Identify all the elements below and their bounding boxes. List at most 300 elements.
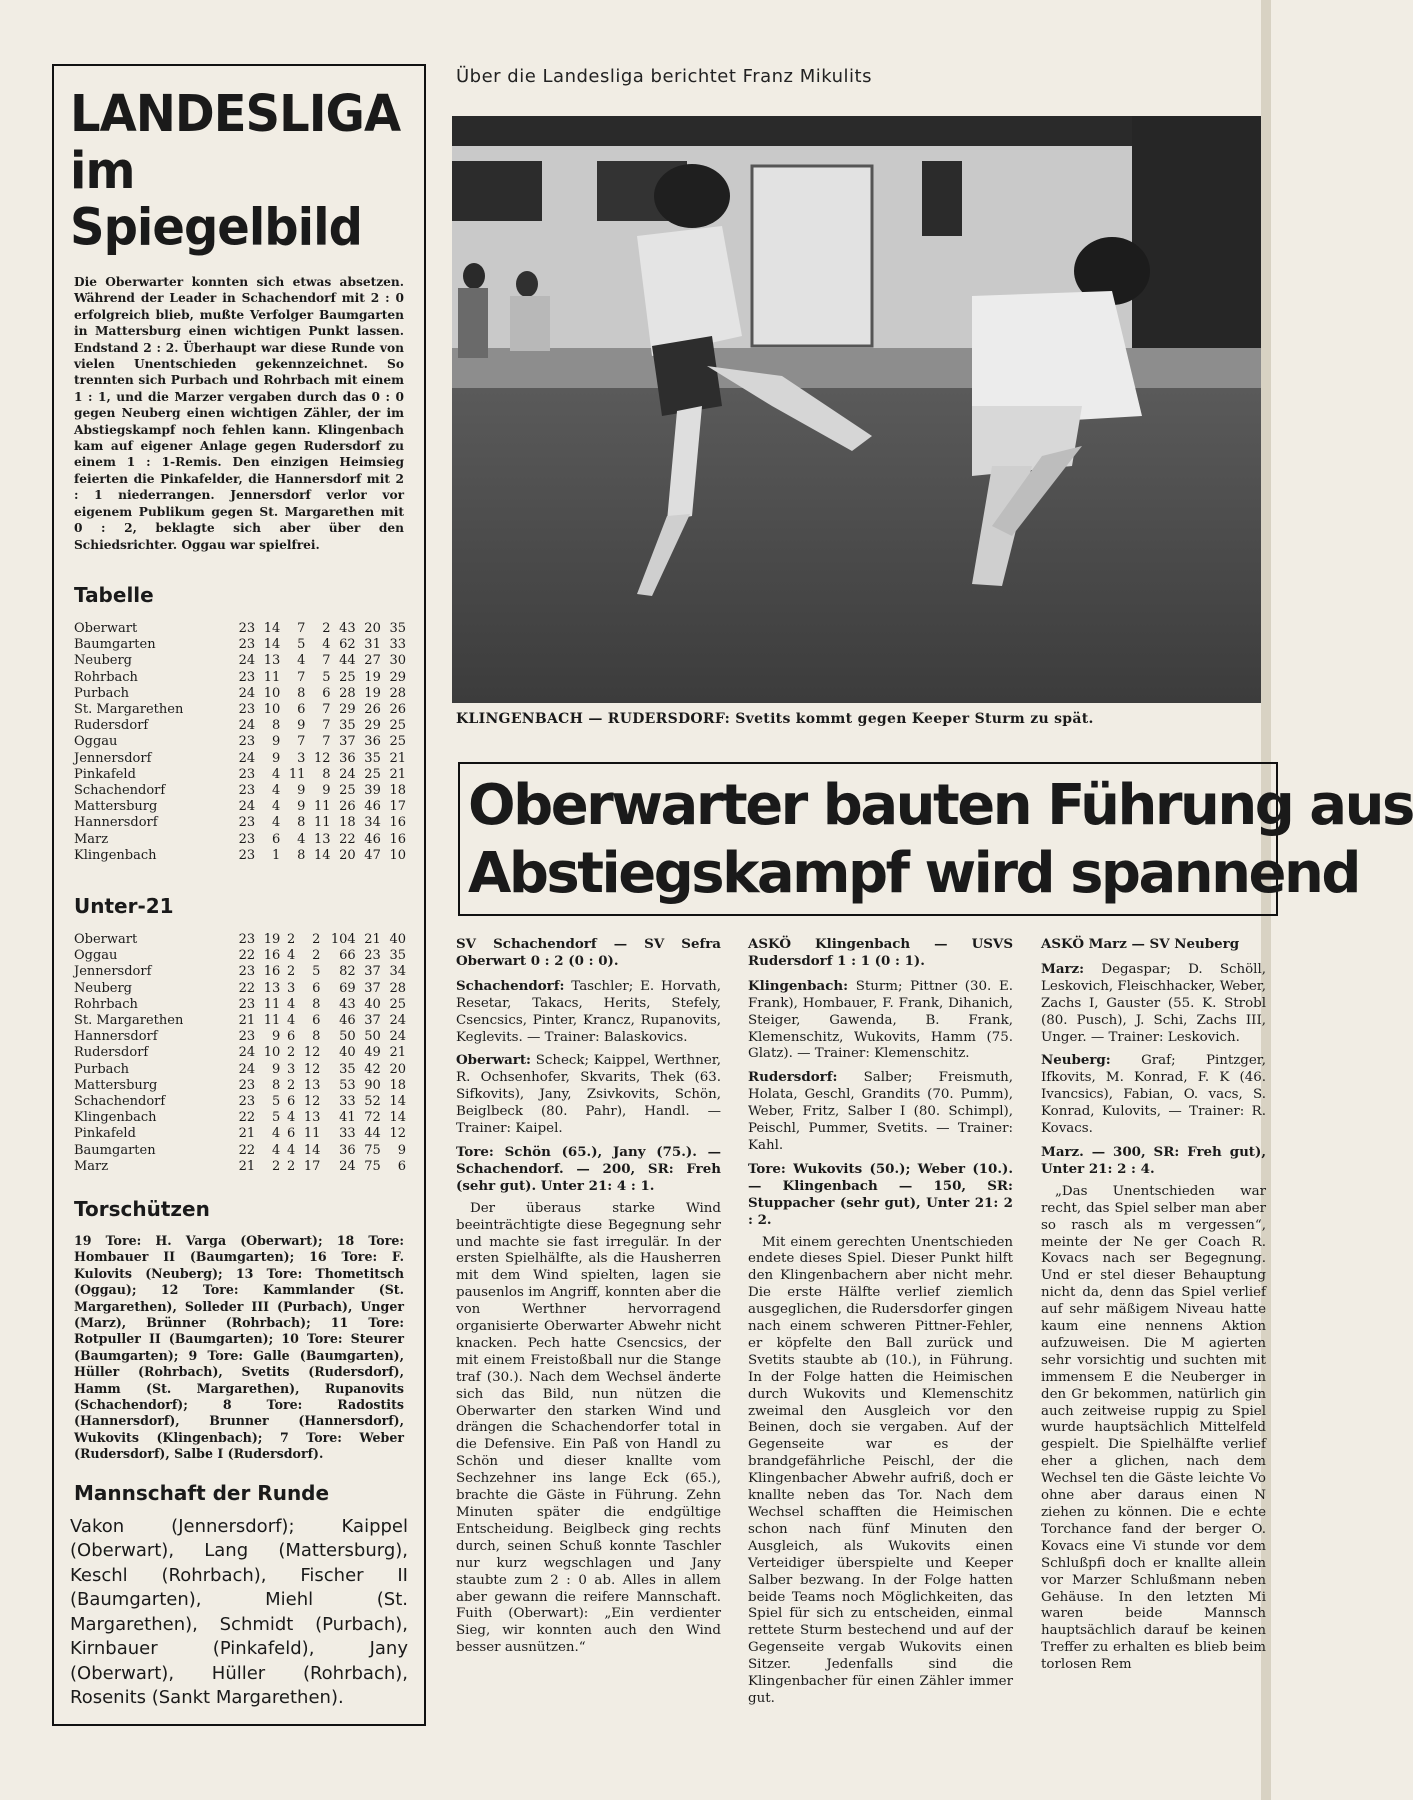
table-cell: 11 [314,815,331,831]
table-cell: 19 [364,669,381,685]
table-cell: 34 [389,964,406,980]
team-name: Schachendorf [74,782,166,798]
match-photo [452,116,1261,703]
table-cell: 19 [364,685,381,701]
table-cell: 20 [389,1061,406,1077]
table-cell: 6 [397,1158,406,1174]
table-cell: 25 [389,996,406,1012]
table-row [68,981,410,997]
table-cell: 35 [364,750,381,766]
table-cell: 24 [389,1012,406,1028]
table-cell: 39 [364,782,381,798]
match-stats: Tore: Schön (65.), Jany (75.). — Schachendorf. — 200, SR: Freh (sehr gut). Unter 21: 4 : 1. [456,1143,721,1194]
table-cell: 14 [314,847,331,863]
table-cell: 24 [339,766,356,782]
table-cell: 13 [303,1077,321,1093]
table-cell: 23 [238,734,256,750]
lineup-label: Oberwart: [456,1052,531,1069]
table-cell: 8 [312,996,321,1012]
table-cell: 24 [238,750,256,766]
table-cell: 11 [263,1012,281,1028]
table-row [68,1045,410,1061]
team-name: Jennersdorf [74,964,152,980]
report-column-3 [1041,936,1266,1736]
report-column-2 [748,936,1013,1736]
table-cell: 12 [303,1061,321,1077]
table-cell: 27 [364,653,381,669]
table-cell: 36 [339,750,356,766]
table-cell: 2 [271,1158,281,1174]
table-cell: 40 [339,1045,356,1061]
table-cell: 25 [389,734,406,750]
table-cell: 4 [272,799,281,815]
table-cell: 21 [389,766,406,782]
team-name: St. Margarethen [74,701,184,717]
table-cell: 75 [364,1158,381,1174]
headline [468,772,1413,908]
table-cell: 25 [339,782,356,798]
team-name: Pinkafeld [74,766,136,782]
table-cell: 90 [364,1077,381,1093]
table-cell: 10 [263,685,281,701]
table-cell: 11 [303,1126,321,1142]
table-cell: 62 [339,637,356,653]
table-row [68,948,410,964]
table-cell: 4 [286,948,296,964]
table-cell: 21 [389,750,406,766]
table-cell: 28 [339,685,356,701]
table-cell: 7 [297,620,306,636]
team-name: Hannersdorf [74,815,158,831]
table-cell: 14 [389,1110,406,1126]
box-intro: Die Oberwarter konnten sich etwas absetzen. Während der Leader in Schachendorf mit 2 : 0 erfolgreich blieb, mußte Verfolger Baumgarten in Mattersburg einen wichtigen Punkt lassen. Endstand 2 : 2. Überhaupt war diese Runde von vielen Unentschieden gekennzeichnet. So trennten sich Purbach und Rohrbach mit einem 1 : 1, und die Marzer vergaben durch das 0 : 0 gegen Neuberg einen wichtigen Zähler, der im Abstiegskampf noch fehlen kann. Klingenbach kam auf eigener Anlage gegen Rudersdorf zu einem 1 : 1-Remis. Den einzigen Heimsieg feierten die Pinkafelder, die Hannersdorf mit 2 : 1 niederrangen. Jennersdorf verlor vor eigenem Publikum gegen St. Margarethen mit 0 : 2, beklagte sich aber über den Schiedsrichter. Oggau war spielfrei. [74,275,404,552]
table-row [68,1013,410,1029]
table-cell: 9 [271,1061,281,1077]
table-cell: 25 [339,669,356,685]
table-cell: 14 [263,637,281,653]
table-cell: 44 [364,1126,381,1142]
table-row [68,670,410,686]
table-cell: 6 [312,980,321,996]
table-cell: 28 [389,980,406,996]
table-cell: 6 [297,701,306,717]
table-cell: 53 [339,1077,356,1093]
table-cell: 33 [339,1093,356,1109]
table-cell: 44 [339,653,356,669]
table-cell: 2 [286,931,296,947]
landesliga-box [52,64,426,1726]
lineup-text: Sturm; Pittner (30. E. Frank), Hombauer, F. Frank, Dihanich, Steiger, Gawenda, B. Frank, Klemenschitz, Wukovits, Hamm (75. Glatz). — Trainer: Klemenschitz. [748,978,1013,1062]
table-cell: 9 [297,718,306,734]
table-cell: 26 [364,701,381,717]
table-cell: 69 [339,980,356,996]
table-cell: 24 [238,685,256,701]
table-row [68,932,410,948]
table-cell: 8 [297,685,306,701]
table-cell: 1 [272,847,281,863]
table-row [68,964,410,980]
table-cell: 22 [238,980,256,996]
match-report: Der überaus starke Wind beeinträchtigte diese Begegnung sehr und machte sie fast irregulär. In der ersten Spielhälfte, als die Hausherren mit dem Wind spielten, lagen sie pausenlos im Angriff, konnten aber die von Werthner hervorragend organisierte Oberwarter Abwehr nicht knacken. Pech hatte Csencsics, der mit einem Freistoßball nur die Stange traf (30.). Nach dem Wechsel änderte sich das Bild, nun nützen die Oberwarter den starken Wind und drängen die Schachendorfer total in die Defensive. Ein Paß von Handl zu Schön und dieser knallte vom Sechzehner ins lange Eck (65.), brachte die Gäste in Führung. Zehn Minuten später die endgültige Entscheidung. Beiglbeck ging rechts durch, seinen Schuß konnte Taschler nur kurz wegschlagen und Jany staubte zum 2 : 0 ab. Alles in allem aber gewann die reifere Mannschaft. Fuith (Oberwart): „Ein verdienter Sieg, wir konnten auch den Wind besser ausnützen.“ [456,1200,721,1656]
team-name: Neuberg [74,653,132,669]
table-cell: 22 [238,1110,256,1126]
lineup-text: Salber; Freismuth, Holata, Geschl, Grandits (70. Pumm), Weber, Fritz, Salber I (80. Schimpl), Peischl, Pummer, Svetits. — Trainer: Kahl. [748,1070,1013,1153]
table-cell: 23 [238,964,256,980]
lineup-away [748,1069,1013,1155]
table-cell: 17 [389,799,406,815]
table-cell: 21 [364,931,381,947]
table-cell: 40 [364,996,381,1012]
table-row [68,1062,410,1078]
headline-line2: Abstiegskampf wird spannend [468,841,1359,906]
team-name: Mattersburg [74,1077,158,1093]
table-cell: 23 [238,815,256,831]
table-cell: 4 [272,815,281,831]
mannschaft-heading: Mannschaft der Runde [74,1480,330,1505]
table-cell: 6 [286,1029,296,1045]
table-row [68,767,410,783]
table-cell: 14 [389,1093,406,1109]
table-cell: 22 [238,948,256,964]
table-cell: 8 [297,815,306,831]
table-cell: 37 [364,980,381,996]
headline-box [458,762,1413,916]
table-cell: 24 [238,1061,256,1077]
lineup-text: Graf; Pintzger, Ifkovits, M. Konrad, F. K (46. Ivancsics), Fabian, O. vacs, S. Konrad, Kulovits, — Trainer: R. Kovacs. [1041,1053,1266,1137]
table-cell: 37 [364,964,381,980]
table-cell: 4 [286,1142,296,1158]
table-cell: 12 [303,1045,321,1061]
lineup-home [748,978,1013,1064]
mannschaft-text: Vakon (Jennersdorf); Kaippel (Oberwart), Lang (Mattersburg), Keschl (Rohrbach), Fischer II (Baumgarten), Miehl (St. Margarethen), Schmidt (Purbach), Kirnbauer (Pinkafeld), Jany (Oberwart), Hüller (Rohrbach), Rosenits (Sankt Margarethen). [70,1515,408,1709]
table-cell: 10 [263,1045,281,1061]
table-cell: 13 [263,653,281,669]
table-cell: 21 [238,1126,256,1142]
table-cell: 24 [389,1029,406,1045]
table-cell: 5 [271,1110,281,1126]
table-cell: 19 [263,931,281,947]
match-title: ASKÖ Klingenbach — USVS Rudersdorf 1 : 1 (0 : 1). [748,936,1013,969]
table-cell: 8 [271,1077,281,1093]
table-cell: 25 [364,766,381,782]
team-name: Hannersdorf [74,1029,158,1045]
table-cell: 23 [238,831,256,847]
table-cell: 21 [238,1158,256,1174]
table-cell: 21 [389,1045,406,1061]
headline-line1: Oberwarter bauten Führung aus [468,773,1413,838]
match-photo-drawing [452,116,1261,703]
table-cell: 4 [271,1126,281,1142]
table-cell: 26 [389,701,406,717]
table-row [68,1126,410,1142]
table-cell: 23 [238,637,256,653]
table-cell: 50 [339,1029,356,1045]
u21-heading: Unter-21 [74,893,174,918]
team-name: Baumgarten [74,637,156,653]
team-name: Purbach [74,685,130,701]
lineup-label: Klingenbach: [748,977,849,994]
team-name: Jennersdorf [74,750,152,766]
table-cell: 6 [272,831,281,847]
table-cell: 6 [286,1126,296,1142]
table-cell: 11 [314,799,331,815]
table-cell: 36 [364,734,381,750]
table-cell: 26 [339,799,356,815]
table-row [68,1094,410,1110]
table-cell: 11 [263,996,281,1012]
team-name: Marz [74,831,109,847]
torschuetzen-text: 19 Tore: H. Varga (Oberwart); 18 Tore: Hombauer II (Baumgarten); 16 Tore: F. Kulovits (Neuberg); 13 Tore: Thometitsch (Oggau); 12 Tore: Kammlander (St. Margarethen), Solleder III (Purbach), Unger (Marz), Brünner (Rohrbach); 11 Tore: Rotpuller II (Baumgarten); 10 Tore: Steurer (Baumgarten); 9 Tore: Galle (Baumgarten), Hüller (Rohrbach), Svetits (Rudersdorf), Hamm (St. Margarethen), Rupanovits (Schachendorf); 8 Tore: Radostits (Hannersdorf), Brunner (Hannersdorf), Wukovits (Klingenbach); 7 Tore: Weber (Rudersdorf), Salbe I (Rudersdorf). [74,1233,404,1462]
table-cell: 21 [238,1012,256,1028]
table-cell: 4 [272,766,281,782]
table-cell: 22 [238,1142,256,1158]
table-row [68,751,410,767]
team-name: Neuberg [74,980,132,996]
table-cell: 4 [322,637,331,653]
table-cell: 5 [297,637,306,653]
table-cell: 16 [263,964,281,980]
table-cell: 33 [389,637,406,653]
table-cell: 50 [364,1029,381,1045]
table-cell: 75 [364,1142,381,1158]
table-cell: 104 [330,931,356,947]
table-cell: 29 [339,701,356,717]
table-cell: 23 [238,701,256,717]
table-cell: 2 [286,1158,296,1174]
table-cell: 18 [389,782,406,798]
team-name: Klingenbach [74,847,157,863]
team-name: Oberwart [74,931,138,947]
table-cell: 7 [297,669,306,685]
box-title [70,86,410,256]
table-cell: 16 [389,815,406,831]
table-cell: 18 [339,815,356,831]
table-row [68,1143,410,1159]
table-cell: 3 [286,1061,296,1077]
table-cell: 4 [286,996,296,1012]
table-cell: 7 [322,653,331,669]
table-cell: 66 [339,948,356,964]
table-cell: 35 [389,620,406,636]
team-name: Schachendorf [74,1093,166,1109]
team-name: Rohrbach [74,669,138,685]
table-cell: 12 [389,1126,406,1142]
table-cell: 23 [238,766,256,782]
table-cell: 25 [389,718,406,734]
table-cell: 82 [339,964,356,980]
table-cell: 8 [322,766,331,782]
table-cell: 23 [238,931,256,947]
team-name: Oggau [74,734,118,750]
table-cell: 6 [312,1012,321,1028]
table-row [68,718,410,734]
table-cell: 4 [271,1142,281,1158]
lineup-home [456,978,721,1047]
table-cell: 12 [314,750,331,766]
team-name: Mattersburg [74,799,158,815]
table-cell: 18 [389,1077,406,1093]
table-cell: 7 [322,734,331,750]
table-cell: 5 [271,1093,281,1109]
table-cell: 35 [339,1061,356,1077]
table-cell: 14 [303,1142,321,1158]
table-cell: 23 [238,847,256,863]
table-row [68,637,410,653]
table-cell: 72 [364,1110,381,1126]
table-cell: 33 [339,1126,356,1142]
table-cell: 2 [312,931,321,947]
table-cell: 10 [389,847,406,863]
table-cell: 37 [364,1012,381,1028]
table-cell: 13 [263,980,281,996]
table-cell: 23 [238,669,256,685]
lineup-label: Rudersdorf: [748,1069,838,1086]
lineup-label: Marz: [1041,960,1085,977]
table-cell: 23 [238,620,256,636]
table-cell: 8 [297,847,306,863]
table-row [68,832,410,848]
team-name: Rudersdorf [74,1045,149,1061]
table-cell: 2 [286,1045,296,1061]
table-cell: 20 [339,847,356,863]
table-cell: 2 [312,948,321,964]
table-cell: 30 [389,653,406,669]
tabelle-table [68,621,410,864]
table-cell: 3 [286,980,296,996]
table-cell: 46 [364,831,381,847]
table-cell: 43 [339,996,356,1012]
table-cell: 28 [389,685,406,701]
box-title-line1: LANDESLIGA [70,84,401,144]
table-cell: 14 [263,620,281,636]
table-row [68,686,410,702]
table-cell: 29 [389,669,406,685]
table-cell: 37 [339,734,356,750]
team-name: Oberwart [74,620,138,636]
table-row [68,848,410,864]
table-cell: 4 [297,653,306,669]
table-cell: 52 [364,1093,381,1109]
table-cell: 24 [339,1158,356,1174]
table-row [68,997,410,1013]
table-cell: 24 [238,799,256,815]
table-cell: 24 [238,653,256,669]
table-cell: 6 [286,1093,296,1109]
table-cell: 23 [238,1029,256,1045]
table-cell: 4 [272,782,281,798]
table-cell: 35 [389,948,406,964]
table-cell: 13 [314,831,331,847]
lineup-home [1041,961,1266,1047]
team-name: Marz [74,1158,109,1174]
table-cell: 29 [364,718,381,734]
table-row [68,734,410,750]
table-cell: 36 [339,1142,356,1158]
table-cell: 34 [364,815,381,831]
table-cell: 4 [286,1110,296,1126]
table-row [68,783,410,799]
match-stats: Tore: Wukovits (50.); Weber (10.). — Klingenbach — 150, SR: Stuppacher (sehr gut), Unter 21: 2 : 2. [748,1160,1013,1228]
table-cell: 7 [322,701,331,717]
report-column-1 [456,936,721,1736]
table-cell: 12 [303,1093,321,1109]
table-cell: 8 [272,718,281,734]
lineup-away [1041,1052,1266,1138]
table-cell: 24 [238,718,256,734]
table-cell: 40 [389,931,406,947]
table-row [68,799,410,815]
team-name: Rudersdorf [74,718,149,734]
table-cell: 5 [312,964,321,980]
table-cell: 23 [364,948,381,964]
table-cell: 23 [238,1093,256,1109]
table-cell: 7 [322,718,331,734]
table-row [68,1078,410,1094]
table-row [68,1029,410,1045]
table-row [68,702,410,718]
table-cell: 2 [322,620,331,636]
table-cell: 6 [322,685,331,701]
lineup-label: Schachendorf: [456,977,565,994]
table-cell: 9 [272,750,281,766]
u21-table [68,932,410,1175]
table-cell: 24 [238,1045,256,1061]
table-cell: 23 [238,996,256,1012]
table-cell: 11 [263,669,281,685]
lineup-text: Taschler; E. Horvath, Resetar, Takacs, Herits, Stefely, Csencsics, Pinter, Krancz, Rupanovits, Keglevits. — Trainer: Balaskovics. [456,978,721,1045]
team-name: Rohrbach [74,996,138,1012]
team-name: Pinkafeld [74,1126,136,1142]
table-cell: 8 [312,1029,321,1045]
table-cell: 4 [297,831,306,847]
table-cell: 49 [364,1045,381,1061]
table-cell: 5 [322,669,331,685]
table-cell: 31 [364,637,381,653]
lineup-away [456,1052,721,1138]
table-cell: 2 [286,1077,296,1093]
table-cell: 10 [263,701,281,717]
table-cell: 11 [288,766,306,782]
table-cell: 16 [389,831,406,847]
table-cell: 9 [322,782,331,798]
table-cell: 23 [238,1077,256,1093]
lineup-text: Degaspar; D. Schöll, Leskovich, Fleischhacker, Weber, Zachs I, Gauster (55. K. Strobl (80. Pusch), J. Schi, Zachs III, Unger. — Trainer: Leskovich. [1041,961,1266,1045]
table-cell: 43 [339,620,356,636]
table-cell: 16 [263,948,281,964]
table-cell: 9 [271,1029,281,1045]
table-cell: 22 [339,831,356,847]
team-name: Klingenbach [74,1110,157,1126]
table-cell: 4 [286,1012,296,1028]
table-cell: 13 [303,1110,321,1126]
table-cell: 9 [297,782,306,798]
tabelle-heading: Tabelle [74,582,154,607]
table-row [68,1110,410,1126]
match-title: SV Schachendorf — SV Sefra Oberwart 0 : 2 (0 : 0). [456,936,721,969]
lineup-text: Scheck; Kaippel, Werthner, R. Ochsenhofer, Skvarits, Thek (63. Sifkovits), Jany, Zsivkovits, Schön, Beiglbeck (80. Pahr), Handl. — Trainer: Kaipel. [456,1053,721,1137]
team-name: Baumgarten [74,1142,156,1158]
torschuetzen-heading: Torschützen [74,1197,210,1221]
table-cell: 46 [339,1012,356,1028]
table-cell: 9 [397,1142,406,1158]
table-row [68,653,410,669]
table-cell: 46 [364,799,381,815]
table-cell: 3 [297,750,306,766]
table-cell: 41 [339,1110,356,1126]
byline: Über die Landesliga berichtet Franz Mikulits [456,66,872,87]
table-cell: 47 [364,847,381,863]
match-report: „Das Unentschieden war recht, das Spiel selber man aber so rasch als m vergessen“, meinte der Ne ger Coach R. Kovacs nach ser Begegnung. Und er stel dieser Behauptung nicht da, denn das Spiel verlief auf sehr mäßigem Niveau hatte kaum eine nennens Aktion aufzuweisen. Die M agierten sehr vorsichtig und suchten mit immensem E die Neuberger in den Gr bekommen, natürlich gin auch zeitweise ruppig zu Spiel wurde hauptsächlich Mittelfeld gespielt. Die Spielhälfte verlief eher a glichen, nach dem Wechsel ten die Gäste leichte Vo ohne aber daraus einen N ziehen zu können. Die e echte Torchance fand der berger O. Kovacs eine Vi stunde vor dem Schlußpfi doch er knallte allein vor Marzer Schlußmann neben Gehäuse. In den letzten Mi waren beide Mannsch hauptsächlich darauf be keinen Treffer zu erhalten es blieb beim torlosen Rem [1041,1183,1266,1673]
